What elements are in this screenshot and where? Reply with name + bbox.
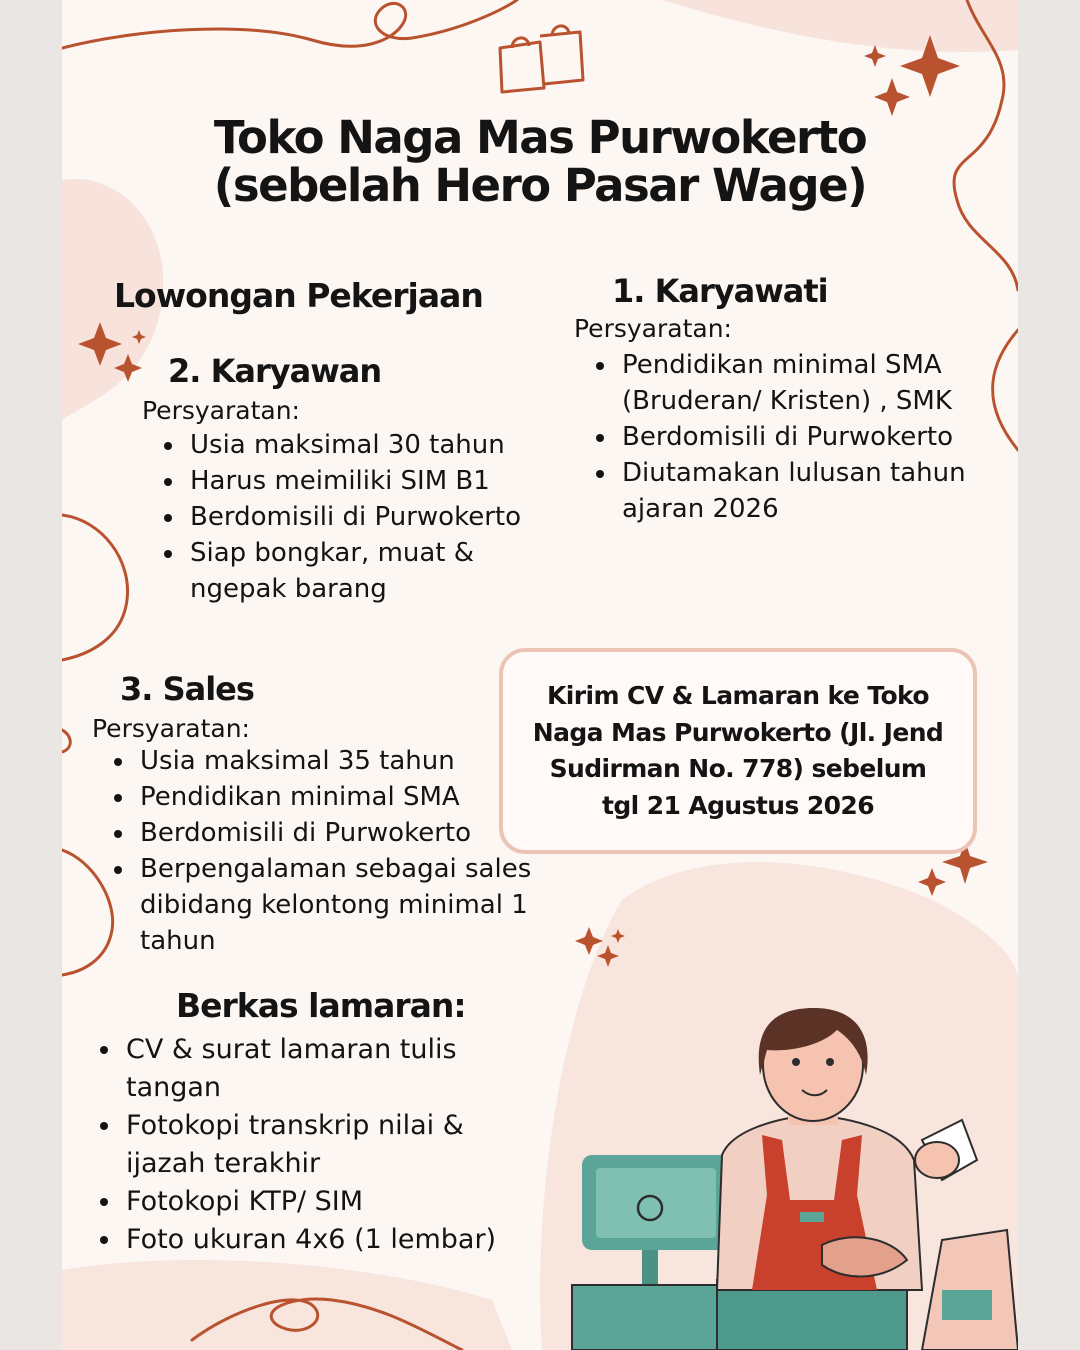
list-item: Fotokopi KTP/ SIM xyxy=(98,1183,528,1221)
list-item: Berpengalaman sebagai sales dibidang kelontong minimal 1 tahun xyxy=(112,851,560,959)
list-item: Harus meimiliki SIM B1 xyxy=(162,463,582,499)
list-item: Siap bongkar, muat & ngepak barang xyxy=(162,535,510,607)
section-heading: Lowongan Pekerjaan xyxy=(114,276,483,315)
list-item: Diutamakan lulusan tahun ajaran 2026 xyxy=(594,455,994,527)
position-karyawati xyxy=(574,272,994,527)
documents-list xyxy=(98,1031,528,1259)
list-item: Pendidikan minimal SMA xyxy=(112,779,562,815)
list-item: Berdomisili di Purwokerto xyxy=(594,419,994,455)
list-item: Foto ukuran 4x6 (1 lembar) xyxy=(98,1221,528,1259)
list-item: Fotokopi transkrip nilai & ijazah terakhir xyxy=(98,1107,528,1183)
requirements-label: Persyaratan: xyxy=(574,314,732,343)
submission-callout xyxy=(499,648,977,854)
requirements-label: Persyaratan: xyxy=(142,396,300,425)
requirements-list xyxy=(112,743,562,959)
title-line-1: Toko Naga Mas Purwokerto xyxy=(213,111,867,164)
shopping-bags-icon xyxy=(500,26,583,92)
application-documents xyxy=(98,986,568,1259)
requirements-label: Persyaratan: xyxy=(92,714,250,743)
position-sales xyxy=(92,670,562,959)
list-item: Usia maksimal 35 tahun xyxy=(112,743,562,779)
list-item: Berdomisili di Purwokerto xyxy=(112,815,562,851)
documents-title: Berkas lamaran: xyxy=(176,986,466,1025)
list-item: CV & surat lamaran tulis tangan xyxy=(98,1031,528,1107)
position-title: 3. Sales xyxy=(120,670,254,708)
requirements-list xyxy=(594,347,994,527)
position-karyawan xyxy=(142,352,582,607)
position-title: 1. Karyawati xyxy=(612,272,828,310)
list-item: Usia maksimal 30 tahun xyxy=(162,427,582,463)
page-title xyxy=(62,111,1018,212)
position-title: 2. Karyawan xyxy=(168,352,382,390)
requirements-list xyxy=(162,427,582,607)
list-item: Pendidikan minimal SMA (Bruderan/ Kristen) , SMK xyxy=(594,347,994,419)
job-poster xyxy=(62,0,1018,1350)
submission-text: Kirim CV & Lamaran ke Toko Naga Mas Purwokerto (Jl. Jend Sudirman No. 778) sebelum tgl 21 Agustus 2026 xyxy=(532,681,944,820)
title-line-2: (sebelah Hero Pasar Wage) xyxy=(213,159,867,212)
list-item: Berdomisili di Purwokerto xyxy=(162,499,582,535)
